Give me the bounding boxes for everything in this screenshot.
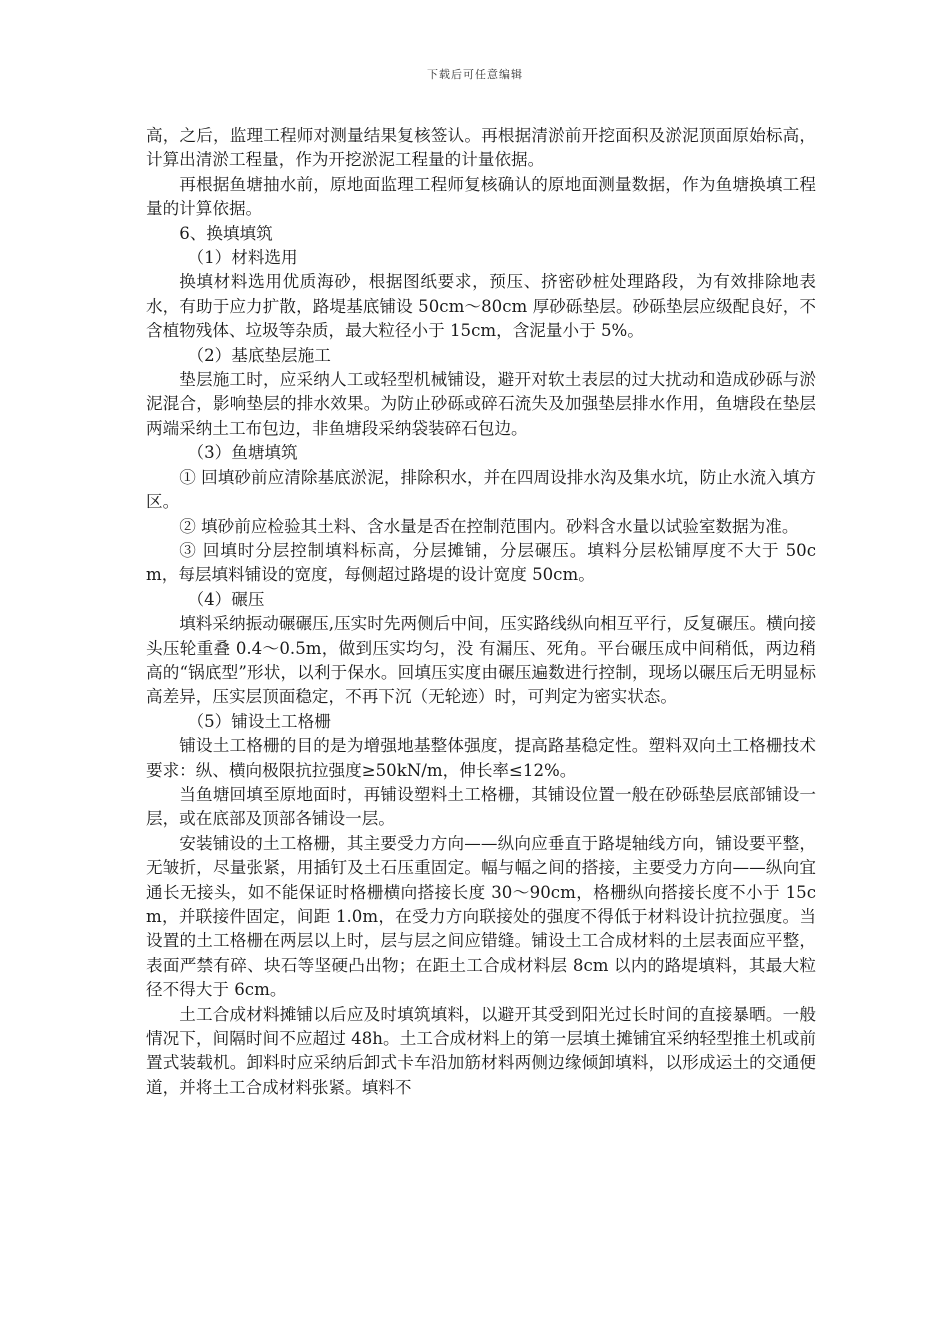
- paragraph: 土工合成材料摊铺以后应及时填筑填料，以避开其受到阳光过长时间的直接暴晒。一般情况下，间隔时间不应超过 48h。土工合成材料上的第一层填土摊铺宜采纳轻型推土机或前置式装载机。卸料时应采纳后卸式卡车沿加筋材料两侧边缘倾卸填料，以形成运土的交通便道，并将土工合成材料张紧。填料不: [146, 1004, 816, 1097]
- subsection-heading: （1）材料选用: [187, 248, 298, 268]
- list-item: ③ 回填时分层控制填料标高，分层摊铺，分层碾压。填料分层松铺厚度不大于 50cm，每层填料铺设的宽度，每侧超过路堤的设计宽度 50cm。: [146, 540, 816, 585]
- paragraph: 换填材料选用优质海砂，根据图纸要求，预压、挤密砂桩处理路段，为有效排除地表水，有助于应力扩散，路堤基底铺设 50cm～80cm 厚砂砾垫层。砂砾垫层应级配良好，不含植物残体、垃圾等杂质，最大粒径小于 15cm，含泥量小于 5%。: [146, 272, 816, 341]
- subsection-heading: （5）铺设土工格栅: [187, 711, 331, 731]
- subsection-heading: （4）碾压: [187, 589, 265, 609]
- section-heading: 6、换填填筑: [179, 223, 273, 243]
- subsection-heading: （3）鱼塘填筑: [187, 443, 298, 463]
- document-body: [146, 124, 816, 1100]
- paragraph: 垫层施工时，应采纳人工或轻型机械铺设，避开对软土表层的过大扰动和造成砂砾与淤泥混合，影响垫层的排水效果。为防止砂砾或碎石流失及加强垫层排水作用，鱼塘段在垫层两端采纳土工布包边，非鱼塘段采纳袋装碎石包边。: [146, 370, 816, 438]
- list-item: ② 填砂前应检验其土料、含水量是否在控制范围内。砂料含水量以试验室数据为准。: [179, 516, 799, 536]
- paragraph: 再根据鱼塘抽水前，原地面监理工程师复核确认的原地面测量数据，作为鱼塘换填工程量的计算依据。: [146, 174, 816, 219]
- paragraph: 当鱼塘回填至原地面时，再铺设塑料土工格栅，其铺设位置一般在砂砾垫层底部铺设一层，或在底部及顶部各铺设一层。: [146, 784, 816, 829]
- list-item: ① 回填砂前应清除基底淤泥，排除积水，并在四周设排水沟及集水坑，防止水流入填方区。: [146, 467, 816, 512]
- page-header: 下载后可任意编辑: [427, 68, 523, 81]
- paragraph: 高，之后，监理工程师对测量结果复核签认。再根据清淤前开挖面积及淤泥顶面原始标高，计算出清淤工程量，作为开挖淤泥工程量的计量依据。: [146, 126, 816, 170]
- subsection-heading: （2）基底垫层施工: [187, 345, 331, 365]
- paragraph: 安装铺设的土工格栅，其主要受力方向——纵向应垂直于路堤轴线方向，铺设要平整，无皱折，尽量张紧，用插钉及土石压重固定。幅与幅之间的搭接，主要受力方向——纵向宜通长无接头，如不能保证时格栅横向搭接长度 30～90cm，格栅纵向搭接长度不小于 15cm，并联接件固定，间距 1.0m，在受力方向联接处的强度不得低于材料设计抗拉强度。当设置的土工格栅在两层以上时，层与层之间应错缝。铺设土工合成材料的土层表面应平整，表面严禁有碎、块石等坚硬凸出物；在距土工合成材料层 8cm 以内的路堤填料，其最大粒径不得大于 6cm。: [146, 833, 816, 1000]
- paragraph: 填料采纳振动碾碾压,压实时先两侧后中间，压实路线纵向相互平行，反复碾压。横向接头压轮重叠 0.4～0.5m，做到压实均匀，没 有漏压、死角。平台碾压成中间稍低，两边稍高的“锅底型”形状，以利于保水。回填压实度由碾压遍数进行控制，现场以碾压后无明显标高差异，压实层顶面稳定，不再下沉（无轮迹）时，可判定为密实状态。: [146, 614, 816, 707]
- paragraph: 铺设土工格栅的目的是为增强地基整体强度，提高路基稳定性。塑料双向土工格栅技术要求：纵、横向极限抗拉强度≥50kN/m，伸长率≤12%。: [146, 736, 816, 780]
